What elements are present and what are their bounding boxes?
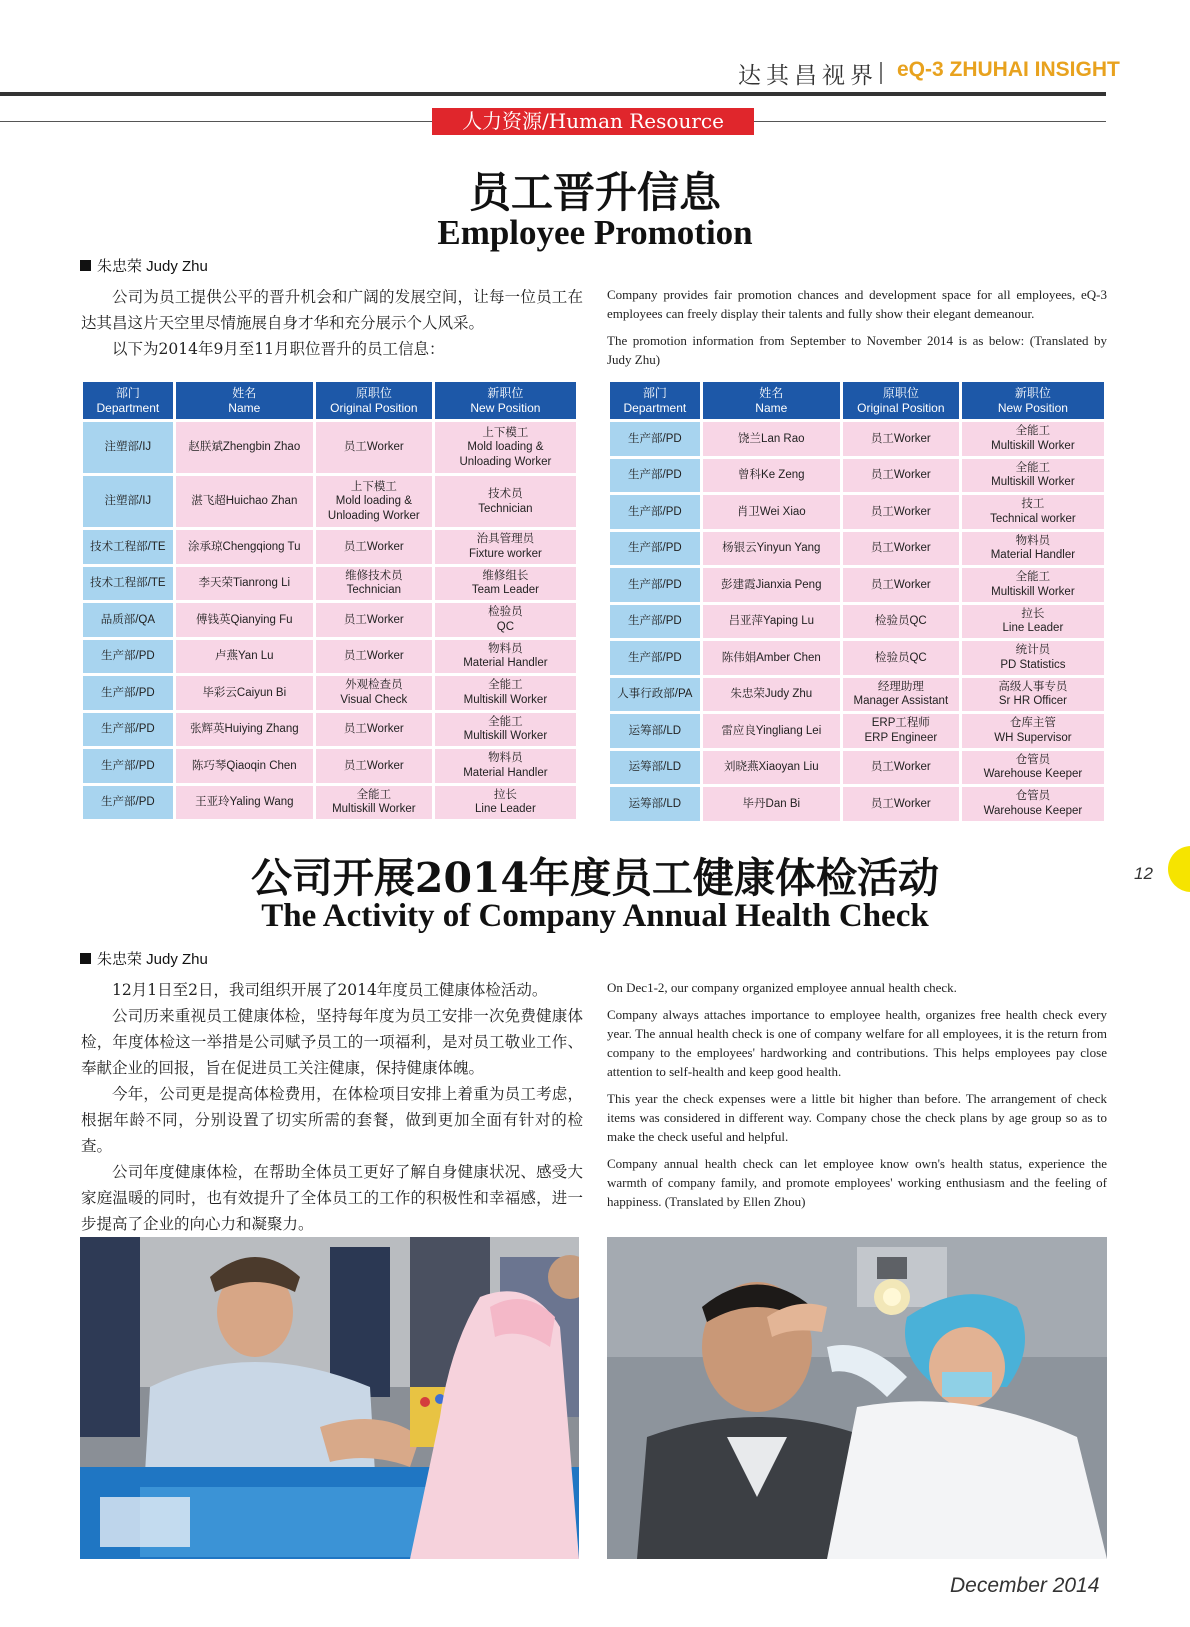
column-header-en: Name: [755, 400, 788, 415]
cell-name: 毕彩云Caiyun Bi: [176, 676, 313, 710]
cell-new-position: 物料员 Material Handler: [962, 532, 1104, 566]
table-row: [610, 495, 1104, 529]
cell-department: 运筹部/LD: [610, 787, 700, 821]
cell-original-position: 员工Worker: [316, 603, 432, 637]
section-tag: 人力资源/Human Resource: [432, 108, 754, 135]
cell-new-position: 维修组长 Team Leader: [435, 567, 576, 601]
health-title-cn: 公司开展2014年度员工健康体检活动: [250, 854, 940, 902]
promotion-table-right: [607, 379, 1107, 824]
table-row: [610, 751, 1104, 785]
cell-original-position: 员工Worker: [316, 530, 432, 564]
table-row: [610, 678, 1104, 712]
cell-new-position: 仓库主管 WH Supervisor: [962, 714, 1104, 748]
cell-department: 生产部/PD: [610, 568, 700, 602]
cell-department: 生产部/PD: [83, 749, 173, 783]
column-header-cn: 原职位: [882, 385, 919, 400]
header-separator: [880, 62, 882, 84]
column-header: [962, 382, 1104, 419]
cell-new-position: 治具管理员 Fixture worker: [435, 530, 576, 564]
column-header: [83, 382, 173, 419]
cell-name: 李天荣Tianrong Li: [176, 567, 313, 601]
cell-department: 生产部/PD: [610, 459, 700, 493]
cell-name: 毕丹Dan Bi: [703, 787, 840, 821]
table-header-row: [610, 382, 1104, 419]
table-row: [83, 476, 576, 527]
header-rule: [0, 92, 1106, 96]
cell-name: 朱忠荣Judy Zhu: [703, 678, 840, 712]
table-row: [610, 787, 1104, 821]
paragraph: On Dec1-2, our company organized employee annual health check.: [607, 980, 957, 995]
column-header-en: Original Position: [330, 400, 418, 415]
cell-new-position: 全能工 Multiskill Worker: [435, 713, 576, 747]
column-header: [435, 382, 576, 419]
cell-new-position: 技工 Technical worker: [962, 495, 1104, 529]
cell-department: 技术工程部/TE: [83, 530, 173, 564]
cell-new-position: 高级人事专员 Sr HR Officer: [962, 678, 1104, 712]
health-title-en: The Activity of Company Annual Health Check: [261, 898, 929, 934]
column-header: [610, 382, 700, 419]
cell-new-position: 拉长 Line Leader: [962, 605, 1104, 639]
cell-new-position: 仓管员 Warehouse Keeper: [962, 787, 1104, 821]
paragraph: Company annual health check can let employee know own's health status, experience the warmth of company family, and promote employees' working enthusiasm and the feeling of happiness. (Translated by Ellen Zhou): [607, 1156, 1107, 1209]
cell-name: 张辉英Huiying Zhang: [176, 713, 313, 747]
cell-name: 彭建霞Jianxia Peng: [703, 568, 840, 602]
cell-name: 涂承琼Chengqiong Tu: [176, 530, 313, 564]
paragraph: The promotion information from September to November 2014 is as below: (Translated by Judy Zhu): [607, 333, 1107, 367]
paragraph: 今年，公司更是提高体检费用，在体检项目安排上着重为员工考虑，根据年龄不同，分别设置了切实所需的套餐，做到更加全面有针对的检查。: [81, 1085, 583, 1155]
health-body-cn: [81, 977, 583, 1237]
cell-department: 生产部/PD: [83, 713, 173, 747]
cell-name: 饶兰Lan Rao: [703, 422, 840, 456]
byline-text: 朱忠荣 Judy Zhu: [97, 258, 208, 275]
cell-department: 生产部/PD: [610, 422, 700, 456]
paragraph: 公司为员工提供公平的晋升机会和广阔的发展空间，让每一位员工在达其昌这片天空里尽情施展自身才华和充分展示个人风采。: [81, 288, 583, 332]
health-byline: [80, 948, 208, 969]
cell-original-position: 员工Worker: [843, 751, 959, 785]
cell-name: 陈伟娟Amber Chen: [703, 641, 840, 675]
paragraph: 公司历来重视员工健康体检，坚持每年度为员工安排一次免费健康体检，年度体检这一举措是公司赋予员工的一项福利，是对员工敬业工作、奉献企业的回报，旨在促进员工关注健康，保持健康体魄。: [81, 1007, 583, 1077]
cell-original-position: 员工Worker: [316, 422, 432, 473]
cell-department: 注塑部/IJ: [83, 422, 173, 473]
cell-department: 品质部/QA: [83, 603, 173, 637]
column-header: [176, 382, 313, 419]
health-body-en: [607, 978, 1107, 1219]
column-header-cn: 部门: [115, 385, 140, 400]
cell-name: 肖卫Wei Xiao: [703, 495, 840, 529]
promotion-table-left: [80, 379, 579, 822]
byline-text: 朱忠荣 Judy Zhu: [97, 951, 208, 968]
table-row: [83, 676, 576, 710]
table-row: [610, 605, 1104, 639]
cell-name: 曾科Ke Zeng: [703, 459, 840, 493]
cell-name: 卢燕Yan Lu: [176, 640, 313, 674]
cell-new-position: 技术员 Technician: [435, 476, 576, 527]
column-header: [843, 382, 959, 419]
cell-department: 生产部/PD: [83, 676, 173, 710]
cell-new-position: 全能工 Multiskill Worker: [435, 676, 576, 710]
promotion-title-cn: 员工晋升信息: [468, 168, 721, 217]
byline-square-icon: [80, 953, 91, 964]
cell-original-position: ERP工程师 ERP Engineer: [843, 714, 959, 748]
cell-original-position: 员工Worker: [843, 422, 959, 456]
cell-original-position: 检验员QC: [843, 641, 959, 675]
paragraph: Company provides fair promotion chances and development space for all employees, eQ-3 employees can freely display their talents and fully show their elegant demeanour.: [607, 287, 1107, 321]
cell-department: 生产部/PD: [610, 532, 700, 566]
cell-new-position: 仓管员 Warehouse Keeper: [962, 751, 1104, 785]
table-row: [83, 567, 576, 601]
cell-original-position: 员工Worker: [843, 495, 959, 529]
table-row: [83, 749, 576, 783]
cell-original-position: 员工Worker: [316, 713, 432, 747]
table-row: [610, 714, 1104, 748]
column-header-cn: 原职位: [355, 385, 392, 400]
column-header-cn: 新职位: [487, 385, 524, 400]
column-header-cn: 新职位: [1014, 385, 1051, 400]
table-row: [83, 713, 576, 747]
cell-original-position: 员工Worker: [843, 787, 959, 821]
table-row: [83, 786, 576, 820]
magazine-title-en: eQ-3 ZHUHAI INSIGHT: [897, 58, 1120, 81]
cell-department: 技术工程部/TE: [83, 567, 173, 601]
cell-original-position: 维修技术员 Technician: [316, 567, 432, 601]
cell-original-position: 员工Worker: [843, 532, 959, 566]
cell-department: 生产部/PD: [610, 641, 700, 675]
paragraph: 12月1日至2日，我司组织开展了2014年度员工健康体检活动。: [112, 981, 548, 999]
cell-name: 王亚玲Yaling Wang: [176, 786, 313, 820]
cell-new-position: 全能工 Multiskill Worker: [962, 422, 1104, 456]
cell-original-position: 员工Worker: [843, 568, 959, 602]
cell-department: 生产部/PD: [610, 495, 700, 529]
paragraph: This year the check expenses were a little bit higher than before. The arrangement of check items was considered in different way. Company chose the check plans by age group so as to make the check useful and helpful.: [607, 1091, 1107, 1144]
cell-name: 刘晓燕Xiaoyan Liu: [703, 751, 840, 785]
table-row: [83, 640, 576, 674]
cell-original-position: 上下模工 Mold loading & Unloading Worker: [316, 476, 432, 527]
cell-department: 生产部/PD: [83, 786, 173, 820]
promotion-byline: [80, 255, 208, 276]
cell-new-position: 物料员 Material Handler: [435, 749, 576, 783]
cell-original-position: 外观检查员 Visual Check: [316, 676, 432, 710]
cell-department: 生产部/PD: [83, 640, 173, 674]
cell-name: 杨银云Yinyun Yang: [703, 532, 840, 566]
cell-original-position: 全能工 Multiskill Worker: [316, 786, 432, 820]
table-row: [83, 530, 576, 564]
cell-new-position: 拉长 Line Leader: [435, 786, 576, 820]
column-header-en: Name: [228, 400, 261, 415]
cell-original-position: 员工Worker: [316, 640, 432, 674]
cell-department: 注塑部/IJ: [83, 476, 173, 527]
table-header-row: [83, 382, 576, 419]
column-header-en: New Position: [470, 400, 541, 415]
column-header-cn: 部门: [642, 385, 667, 400]
cell-name: 雷应良Yingliang Lei: [703, 714, 840, 748]
paragraph: Company always attaches importance to employee health, organizes free health check every year. The annual health check is one of company welfare for all employees, it is the return from company to the employees' hardworking and contributions. This helps employees pay close attention to self-health and keep good health.: [607, 1007, 1107, 1079]
cell-department: 运筹部/LD: [610, 751, 700, 785]
cell-department: 运筹部/LD: [610, 714, 700, 748]
photo-eye-exam: [607, 1237, 1107, 1559]
table-row: [610, 459, 1104, 493]
cell-new-position: 物料员 Material Handler: [435, 640, 576, 674]
promotion-title-en: Employee Promotion: [437, 213, 753, 252]
paragraph: 公司年度健康体检，在帮助全体员工更好了解自身健康状况、感受大家庭温暖的同时，也有效提升了全体员工的工作的积极性和幸福感，进一步提高了企业的向心力和凝聚力。: [81, 1163, 583, 1233]
column-header-cn: 姓名: [232, 385, 257, 400]
promotion-intro-en: [607, 285, 1107, 377]
byline-square-icon: [80, 260, 91, 271]
table-row: [83, 603, 576, 637]
cell-name: 赵朕斌Zhengbin Zhao: [176, 422, 313, 473]
cell-new-position: 统计员 PD Statistics: [962, 641, 1104, 675]
cell-original-position: 员工Worker: [843, 459, 959, 493]
cell-name: 傅钱英Qianying Fu: [176, 603, 313, 637]
column-header: [703, 382, 840, 419]
cell-department: 生产部/PD: [610, 605, 700, 639]
table-row: [610, 641, 1104, 675]
column-header-en: Original Position: [857, 400, 945, 415]
column-header-en: Department: [623, 400, 687, 415]
table-row: [610, 422, 1104, 456]
column-header-cn: 姓名: [759, 385, 784, 400]
cell-department: 人事行政部/PA: [610, 678, 700, 712]
cell-name: 吕亚萍Yaping Lu: [703, 605, 840, 639]
cell-original-position: 检验员QC: [843, 605, 959, 639]
table-row: [610, 568, 1104, 602]
cell-new-position: 全能工 Multiskill Worker: [962, 568, 1104, 602]
cell-name: 湛飞超Huichao Zhan: [176, 476, 313, 527]
cell-name: 陈巧琴Qiaoqin Chen: [176, 749, 313, 783]
photo-blood-test: [80, 1237, 579, 1559]
table-row: [83, 422, 576, 473]
page-number: 12: [1134, 864, 1153, 883]
cell-new-position: 检验员 QC: [435, 603, 576, 637]
cell-new-position: 全能工 Multiskill Worker: [962, 459, 1104, 493]
cell-original-position: 员工Worker: [316, 749, 432, 783]
cell-new-position: 上下模工 Mold loading & Unloading Worker: [435, 422, 576, 473]
column-header-en: New Position: [997, 400, 1068, 415]
column-header: [316, 382, 432, 419]
cell-original-position: 经理助理 Manager Assistant: [843, 678, 959, 712]
paragraph: 以下为2014年9月至11月职位晋升的员工信息：: [112, 340, 445, 358]
table-row: [610, 532, 1104, 566]
footer-date: December 2014: [950, 1574, 1100, 1597]
column-header-en: Department: [96, 400, 160, 415]
magazine-title-cn: 达其昌视界: [738, 63, 878, 89]
promotion-intro-cn: [81, 284, 583, 362]
